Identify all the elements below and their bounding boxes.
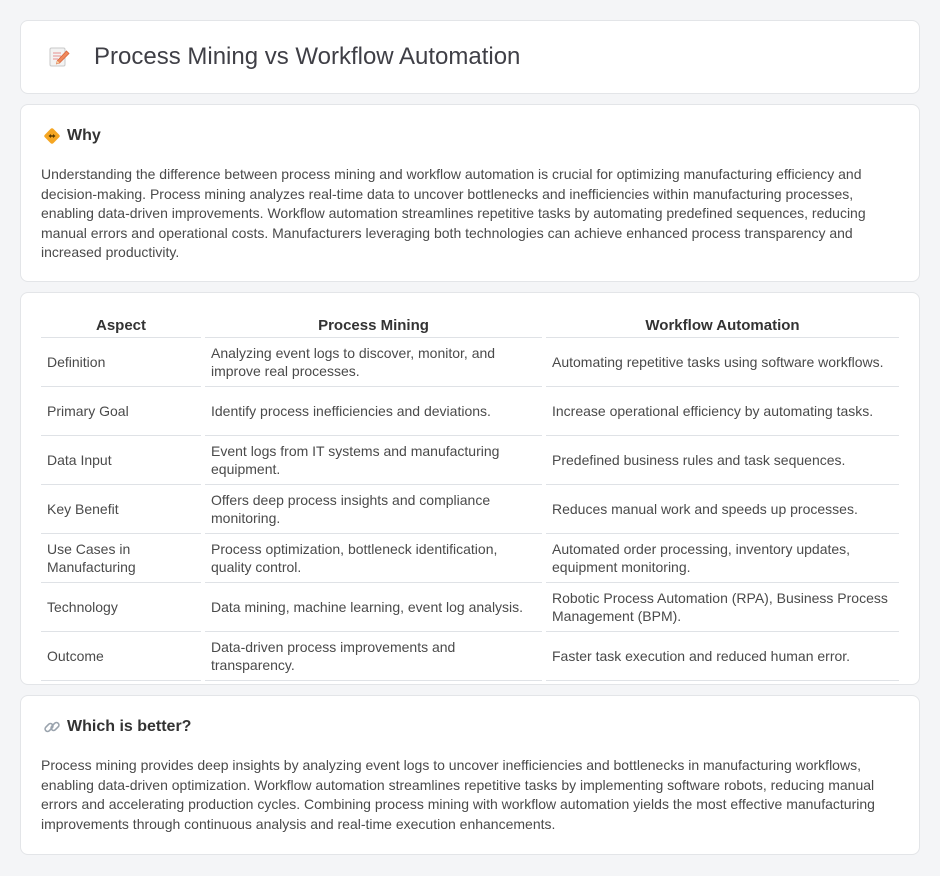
table-cell: Reduces manual work and speeds up processes. — [546, 485, 899, 534]
why-section — [20, 104, 920, 282]
comparison-table — [37, 315, 903, 681]
table-row — [41, 534, 899, 583]
table-row — [41, 436, 899, 485]
table-cell: Automated order processing, inventory updates, equipment monitoring. — [546, 534, 899, 583]
table-cell: Offers deep process insights and compliance monitoring. — [205, 485, 542, 534]
why-text: Understanding the difference between process mining and workflow automation is crucial for optimizing manufacturing efficiency and decision-making. Process mining analyzes real-time data to uncover bottlenecks and inefficiencies within manufacturing processes, enabling data-driven improvements. Workflow automation streamlines repetitive tasks by automating predefined sequences, reducing manual errors and operational costs. Manufacturers leveraging both technologies can achieve enhanced process transparency and increased productivity. — [41, 166, 866, 261]
table-cell: Analyzing event logs to discover, monitor, and improve real processes. — [205, 338, 542, 387]
table-row — [41, 485, 899, 534]
table-cell: Data mining, machine learning, event log analysis. — [205, 583, 542, 632]
column-header-aspect: Aspect — [41, 315, 201, 338]
table-row — [41, 338, 899, 387]
memo-pencil-icon — [47, 45, 71, 69]
table-header-row — [41, 315, 899, 338]
table-cell: Increase operational efficiency by automating tasks. — [546, 387, 899, 436]
table-cell: Faster task execution and reduced human error. — [546, 632, 899, 681]
column-header-workflow-automation: Workflow Automation — [546, 315, 899, 338]
comparison-table-card — [20, 292, 920, 685]
column-header-process-mining: Process Mining — [205, 315, 542, 338]
table-row — [41, 387, 899, 436]
diamond-arrows-icon — [43, 127, 61, 145]
better-heading: Which is better? — [67, 718, 192, 735]
table-cell: Process optimization, bottleneck identification, quality control. — [205, 534, 542, 583]
table-cell: Use Cases in Manufacturing — [41, 534, 201, 583]
table-cell: Data Input — [41, 436, 201, 485]
table-row — [41, 632, 899, 681]
header-card — [20, 20, 920, 94]
table-cell: Definition — [41, 338, 201, 387]
better-text: Process mining provides deep insights by analyzing event logs to uncover inefficiencies and bottlenecks in manufacturing workflows, enabling data-driven optimization. Workflow automation streamlines repetitive tasks by implementing software robots, reducing manual errors and accelerating production cycles. Combining process mining with workflow automation yields the most effective manufacturing improvements through continuous analysis and real-time execution enhancements. — [41, 757, 875, 832]
table-cell: Robotic Process Automation (RPA), Business Process Management (BPM). — [546, 583, 899, 632]
table-cell: Primary Goal — [41, 387, 201, 436]
link-icon — [43, 718, 61, 736]
table-cell: Technology — [41, 583, 201, 632]
table-cell: Automating repetitive tasks using software workflows. — [546, 338, 899, 387]
table-cell: Identify process inefficiencies and deviations. — [205, 387, 542, 436]
better-heading-row — [41, 718, 899, 736]
table-cell: Data-driven process improvements and transparency. — [205, 632, 542, 681]
table-cell: Predefined business rules and task sequences. — [546, 436, 899, 485]
table-cell: Key Benefit — [41, 485, 201, 534]
why-heading: Why — [67, 127, 101, 144]
which-is-better-section — [20, 695, 920, 855]
table-cell: Event logs from IT systems and manufacturing equipment. — [205, 436, 542, 485]
table-cell: Outcome — [41, 632, 201, 681]
page-title: Process Mining vs Workflow Automation — [94, 43, 521, 70]
table-row — [41, 583, 899, 632]
why-heading-row — [41, 127, 899, 145]
